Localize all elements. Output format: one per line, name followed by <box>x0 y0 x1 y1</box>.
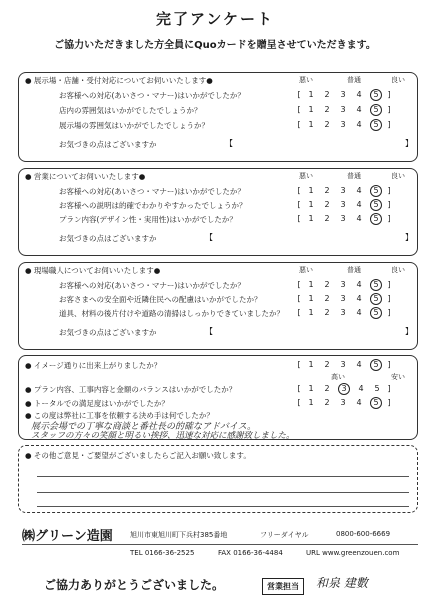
section-other-comments <box>18 445 418 513</box>
question-label: 道具、材料の後片付けや道路の清掃はしっかりできていましたか？ <box>59 309 284 318</box>
scale-good-label: 良い <box>391 76 405 84</box>
rating-row[interactable]: [ 1 2 3 4 5 ] <box>297 120 391 129</box>
question-label: プラン内容(デザイン性・実用性)はいかがでしたか？ <box>59 215 237 224</box>
handwritten-answer[interactable]: スタッフの方々の笑顔と明るい挨拶、迅速な対応に感謝致しました。 <box>31 431 295 441</box>
sales-rep-signature: 和泉 建數 <box>316 576 368 590</box>
fax-number: FAX 0166-36-4484 <box>218 549 283 557</box>
sales-rep-label: 営業担当 <box>262 578 304 595</box>
selected-rating: 5 <box>370 199 382 211</box>
section-title: ● 現場職人についてお伺いいたします● <box>25 266 161 275</box>
section-sales <box>18 168 418 256</box>
rating-row[interactable]: [ 1 2 3 4 5 ] <box>297 308 391 317</box>
thanks-message: ご協力ありがとうございました。 <box>44 578 225 592</box>
comment-bracket-close: 】 <box>405 327 413 336</box>
freedial-label: フリーダイヤル <box>260 531 309 539</box>
rating-row[interactable]: [ 1 2 3 4 5 ] <box>297 360 391 369</box>
section-craftsmen <box>18 262 418 350</box>
selected-rating: 5 <box>370 185 382 197</box>
scale-high-label: 高い <box>331 373 345 381</box>
selected-rating: 5 <box>370 359 382 371</box>
company-name: ㈱グリーン造園 <box>22 529 113 544</box>
question-label: ● この度は弊社に工事を依頼する決め手は何でしたか？ <box>25 411 214 420</box>
freedial-number: 0800-600-6669 <box>336 530 391 538</box>
comment-bracket-open[interactable]: 【 <box>205 233 213 242</box>
section-title: ● 展示場・店舗・受付対応についてお伺いいたします● <box>25 76 213 85</box>
comment-bracket-close: 】 <box>405 139 413 148</box>
rating-row[interactable]: [ 1 2 3 4 5 ] <box>297 294 391 303</box>
selected-rating: 3 <box>338 383 350 395</box>
comment-label: お気づきの点はございますか <box>59 140 157 149</box>
scale-bad-label: 悪い <box>299 172 313 180</box>
divider <box>22 544 418 545</box>
website-url: URL www.greenzouen.com <box>306 549 400 557</box>
section-showroom <box>18 72 418 162</box>
selected-rating: 5 <box>370 397 382 409</box>
scale-good-label: 良い <box>391 172 405 180</box>
page-subtitle: ご協力いただきました方全員にQuoカードを贈呈させていただきます。 <box>54 40 376 51</box>
question-label: お客様への対応(あいさつ・マナー)はいかがでしたか？ <box>59 281 245 290</box>
question-label: 店内の雰囲気はいかがでしたでしょうか？ <box>59 106 202 115</box>
question-label: ● トータルでの満足度はいかがでしたか？ <box>25 399 169 408</box>
rating-row[interactable]: [ 1 2 3 4 5 ] <box>297 90 391 99</box>
comment-bracket-open[interactable]: 【 <box>225 139 233 148</box>
handwritten-answer[interactable]: 展示会場での丁寧な商談と番社長の的確なアドバイス。 <box>31 422 257 432</box>
scale-normal-label: 普通 <box>347 172 361 180</box>
page-title: 完了アンケート <box>155 10 275 28</box>
tel-number: TEL 0166-36-2525 <box>130 549 195 557</box>
scale-normal-label: 普通 <box>347 266 361 274</box>
rating-row[interactable]: [ 1 2 3 4 5 ] <box>297 214 391 223</box>
rating-row[interactable]: [ 1 2 3 4 5 ] <box>297 105 391 114</box>
company-address: 旭川市東旭川町下兵村385番地 <box>130 531 228 539</box>
question-label: ● プラン内容、工事内容と金額のバランスはいかがでしたか？ <box>25 385 237 394</box>
rating-row[interactable]: [ 1 2 3 4 5 ] <box>297 398 391 407</box>
question-label: 展示場の雰囲気はいかがでしたでしょうか？ <box>59 121 209 130</box>
selected-rating: 5 <box>370 213 382 225</box>
rating-row[interactable]: [ 1 2 3 4 5 ] <box>297 384 391 393</box>
scale-bad-label: 悪い <box>299 266 313 274</box>
question-label: お客様への説明は的確でわかりやすかったでしょうか？ <box>59 201 247 210</box>
rating-row[interactable]: [ 1 2 3 4 5 ] <box>297 280 391 289</box>
question-label: ● イメージ通りに出来上がりましたか？ <box>25 361 162 370</box>
selected-rating: 5 <box>370 119 382 131</box>
comment-label: お気づきの点はございますか <box>59 328 157 337</box>
question-label: お客さまへの安全面や近隣住民への配慮はいかがでしたか？ <box>59 295 262 304</box>
selected-rating: 5 <box>370 293 382 305</box>
writing-line[interactable] <box>37 476 409 477</box>
scale-normal-label: 普通 <box>347 76 361 84</box>
scale-bad-label: 悪い <box>299 76 313 84</box>
section-overall <box>18 355 418 440</box>
comment-bracket-close: 】 <box>405 233 413 242</box>
scale-cheap-label: 安い <box>391 373 405 381</box>
section-title: ● 営業についてお伺いいたします● <box>25 172 146 181</box>
selected-rating: 5 <box>370 279 382 291</box>
writing-line[interactable] <box>37 506 409 507</box>
rating-row[interactable]: [ 1 2 3 4 5 ] <box>297 186 391 195</box>
scale-good-label: 良い <box>391 266 405 274</box>
section-title: ● その他ご意見・ご要望がございましたらご記入お願い致します。 <box>25 451 251 460</box>
selected-rating: 5 <box>370 104 382 116</box>
writing-line[interactable] <box>37 492 409 493</box>
comment-bracket-open[interactable]: 【 <box>205 327 213 336</box>
question-label: お客様への対応(あいさつ・マナー)はいかがでしたか？ <box>59 91 245 100</box>
rating-row[interactable]: [ 1 2 3 4 5 ] <box>297 200 391 209</box>
question-label: お客様への対応(あいさつ・マナー)はいかがでしたか？ <box>59 187 245 196</box>
selected-rating: 5 <box>370 89 382 101</box>
selected-rating: 5 <box>370 307 382 319</box>
comment-label: お気づきの点はございますか <box>59 234 157 243</box>
